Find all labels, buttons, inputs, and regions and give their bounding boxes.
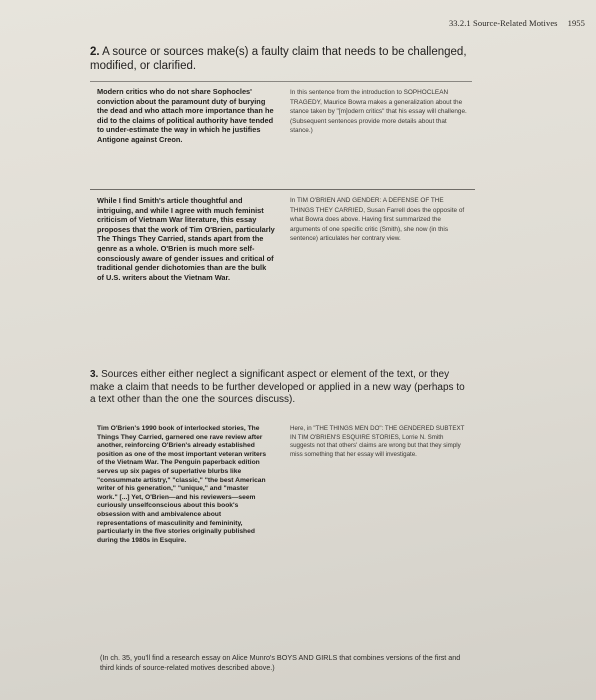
page-number: 1955	[567, 18, 585, 28]
annotation-farrell: In TIM O'BRIEN AND GENDER: A DEFENSE OF THE THINGS THEY CARRIED, Susan Farrell does the opposite of what Bowra does above. Having first summarized the arguments of one specific critic (Smith), she now (in this sentence) articulates her contrary view.	[290, 197, 465, 243]
running-head	[0, 18, 585, 28]
item-2-heading	[90, 45, 505, 73]
section-title: 33.2.1 Source-Related Motives	[448, 18, 558, 28]
item-3-number: 3.	[90, 369, 99, 380]
item-2-heading-text: A source or sources make(s) a faulty claim that needs to be challenged, modified, or clarified.	[90, 46, 467, 72]
annotation-smith: Here, in "THE THINGS MEN DO": THE GENDERED SUBTEXT IN TIM O'BRIEN'S ESQUIRE STORIES, Lorrie N. Smith suggests not that others' claims are wrong but that they simply miss something that her essay will investigate.	[290, 425, 465, 458]
example-passage-bowra: Modern critics who do not share Sophocles' conviction about the paramount duty of burying the dead and who attach more importance than he did to the claims of political authority have tended to under-estimate the way in which he justifies Antigone against Creon.	[97, 87, 274, 144]
divider-top	[90, 81, 472, 82]
divider-middle	[90, 189, 475, 190]
item-3-heading	[90, 369, 470, 407]
annotation-bowra: In this sentence from the introduction to SOPHOCLEAN TRAGEDY, Maurice Bowra makes a generalization about the stance taken by "[m]odern critics" that his essay will challenge. (Subsequent sentences provide more details about that stance.)	[290, 89, 467, 135]
example-passage-farrell: While I find Smith's article thoughtful and intriguing, and while I agree with much feminist criticism of Vietnam War literature, this essay proposes that the work of Tim O'Brien, particularly The Things They Carried, stands apart from the genre as a whole. O'Brien is much more self-consciously aware of gender issues and critical of traditional gender dichotomies than are the bulk of U.S. writers about the Vietnam War.	[97, 196, 275, 282]
example-passage-smith: Tim O'Brien's 1990 book of interlocked stories, The Things They Carried, garnered one rave review after another, reinforcing O'Brien's already established position as one of the most important veteran writers of the Vietnam War. The Penguin paperback edition serves up six pages of superlative blurbs like "consummate artistry," "classic," "the best American writer of his generation," "unique," and "master work." [...] Yet, O'Brien—and his reviewers—seem curiously unselfconscious about this book's obsession with and ambivalence about representations of masculinity and femininity, particularly in the five stories originally published during the 1980s in Esquire.	[97, 425, 267, 544]
cross-reference-note: (In ch. 35, you'll find a research essay on Alice Munro's BOYS AND GIRLS that combines versions of the first and third kinds of source-related motives described above.)	[100, 653, 461, 672]
item-2-number: 2.	[90, 46, 100, 58]
item-3-heading-text: Sources either either neglect a significant aspect or element of the text, or they make a claim that needs to be further developed or applied in a new way (perhaps to a text other than the one the sources discuss).	[90, 369, 465, 405]
